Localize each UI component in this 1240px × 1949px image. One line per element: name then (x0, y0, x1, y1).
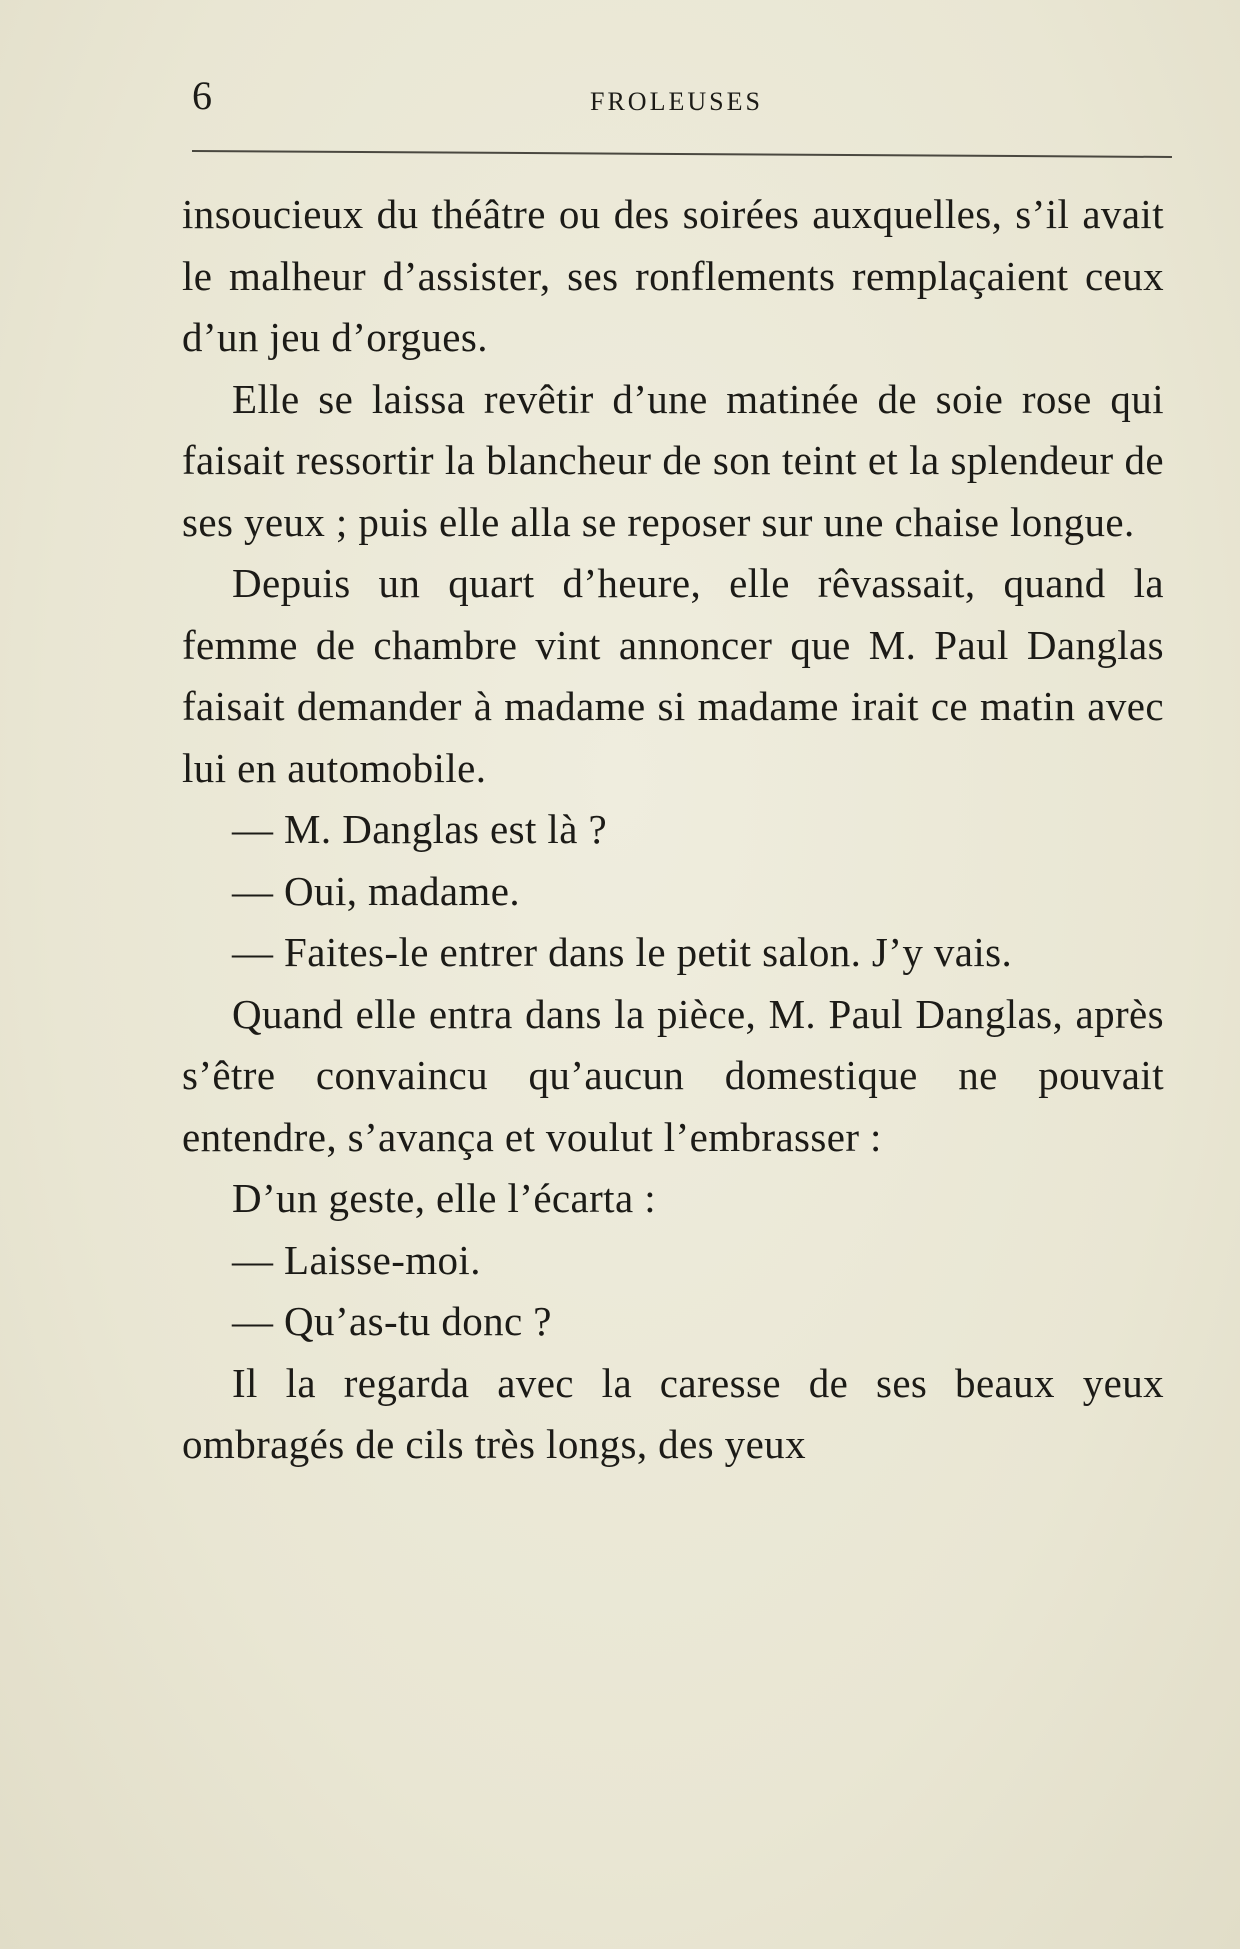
page-header (192, 68, 1172, 124)
paragraph: Elle se laissa revêtir d’une matinée de soie rose qui faisait ressortir la blancheur de son teint et la splendeur de ses yeux ; puis elle alla se reposer sur une chaise longue. (182, 375, 1164, 545)
header-rule (192, 150, 1172, 158)
paragraph: Depuis un quart d’heure, elle rêvassait, quand la femme de chambre vint annoncer que M. Paul Danglas faisait demander à madame si madame irait ce matin avec lui en automobile. (182, 560, 1164, 791)
paragraph: insoucieux du théâtre ou des soirées auxquelles, s’il avait le malheur d’assister, ses ronflements remplaçaient ceux d’un jeu d’orgues. (182, 191, 1164, 360)
dialogue-line: — Oui, madame. (232, 867, 520, 914)
dialogue-line: — Laisse-moi. (232, 1236, 481, 1283)
dialogue-line: — Faites-le entrer dans le petit salon. J’y vais. (232, 929, 1013, 975)
running-title: FROLEUSES (590, 87, 763, 116)
dialogue-line: — M. Danglas est là ? (232, 806, 608, 852)
paragraph: D’un geste, elle l’écarta : (232, 1175, 657, 1221)
paragraph: Il la regarda avec la caresse de ses beaux yeux ombragés de cils très longs, des yeux (182, 1359, 1164, 1467)
body-text (182, 184, 1164, 1476)
dialogue-line: — Qu’as-tu donc ? (232, 1298, 552, 1344)
paragraph: Quand elle entra dans la pièce, M. Paul Danglas, après s’être convaincu qu’aucun domestique ne pouvait entendre, s’avança et voulut l’embrasser : (182, 990, 1164, 1160)
page-number: 6 (192, 73, 212, 118)
